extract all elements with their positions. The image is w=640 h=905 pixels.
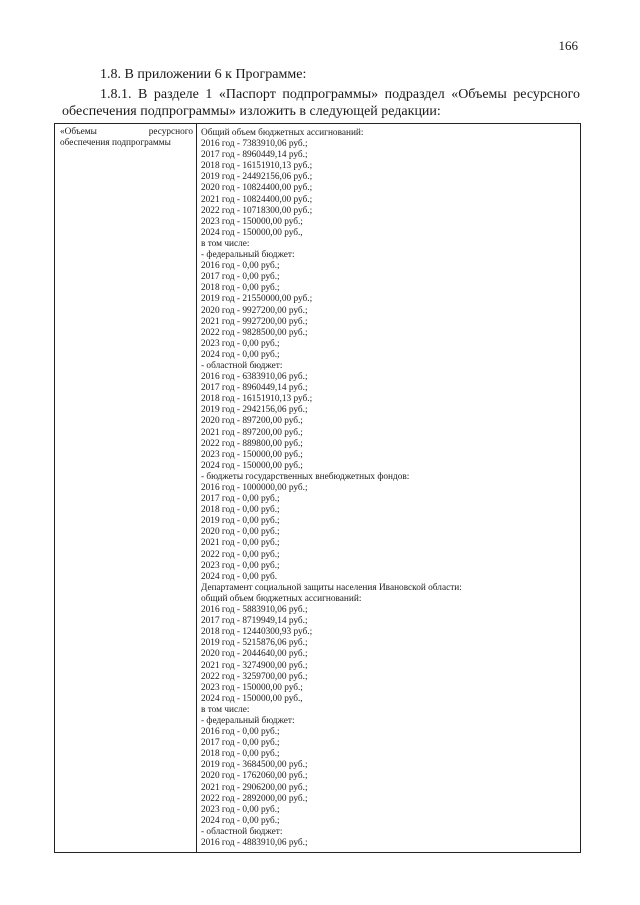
budget-line: 2024 год - 150000,00 руб.,	[201, 693, 303, 704]
budget-line: 2022 год - 3259700,00 руб.;	[201, 671, 308, 682]
budget-line: 2023 год - 0,00 руб.;	[201, 560, 280, 571]
budget-line: 2020 год - 9927200,00 руб.;	[201, 305, 308, 316]
budget-line: 2021 год - 0,00 руб.;	[201, 538, 280, 549]
budget-line: в том числе:	[201, 704, 250, 715]
table-left-cell	[55, 124, 197, 852]
budget-line: - федеральный бюджет:	[201, 715, 295, 726]
budget-line: 2022 год - 0,00 руб.;	[201, 549, 280, 560]
budget-line: 2023 год - 150000,00 руб.;	[201, 682, 303, 693]
budget-line: 2019 год - 2942156,06 руб.;	[201, 405, 308, 416]
budget-line: 2024 год - 0,00 руб.;	[201, 349, 280, 360]
budget-line: 2018 год - 16151910,13 руб.;	[201, 394, 313, 405]
budget-line: 2022 год - 889800,00 руб.;	[201, 438, 303, 449]
budget-line: 2020 год - 2044640,00 руб.;	[201, 649, 308, 660]
budget-line: 2019 год - 24492156,06 руб.;	[201, 172, 313, 183]
budget-line: общий объем бюджетных ассигнований:	[201, 593, 362, 604]
left-cell-label-line: обеспечения подпрограммы	[60, 138, 171, 148]
budget-line: 2018 год - 0,00 руб.;	[201, 283, 280, 294]
budget-line: 2023 год - 150000,00 руб.;	[201, 449, 303, 460]
left-cell-label-line: «Объемы ресурсного	[60, 127, 193, 137]
budget-line: 2024 год - 0,00 руб.;	[201, 815, 280, 826]
budget-line: 2020 год - 897200,00 руб.;	[201, 416, 303, 427]
subprogram-passport-table	[54, 123, 581, 853]
budget-line: 2017 год - 0,00 руб.;	[201, 738, 280, 749]
budget-line: 2023 год - 0,00 руб.;	[201, 338, 280, 349]
budget-line: 2022 год - 9828500,00 руб.;	[201, 327, 308, 338]
budget-line: - бюджеты государственных внебюджетных фондов:	[201, 471, 410, 482]
budget-line: 2022 год - 10718300,00 руб.;	[201, 205, 313, 216]
budget-line: 2024 год - 0,00 руб.	[201, 571, 278, 582]
budget-line: 2016 год - 5883910,06 руб.;	[201, 605, 308, 616]
budget-line: 2016 год - 4883910,06 руб.;	[201, 838, 308, 848]
budget-line: 2022 год - 2892000,00 руб.;	[201, 793, 308, 804]
budget-line: 2018 год - 12440300,93 руб.;	[201, 627, 313, 638]
budget-line: - федеральный бюджет:	[201, 250, 295, 261]
budget-line: 2017 год - 8960449,14 руб.;	[201, 383, 308, 394]
budget-line: 2023 год - 0,00 руб.;	[201, 804, 280, 815]
budget-line: 2017 год - 8719949,14 руб.;	[201, 616, 308, 627]
budget-line: 2017 год - 8960449,14 руб.;	[201, 150, 308, 161]
budget-line: 2024 год - 150000,00 руб.;	[201, 460, 303, 471]
budget-line: 2020 год - 10824400,00 руб.;	[201, 183, 313, 194]
budget-line: 2019 год - 21550000,00 руб.;	[201, 294, 313, 305]
budget-line: 2019 год - 0,00 руб.;	[201, 516, 280, 527]
budget-line: Общий объем бюджетных ассигнований:	[201, 128, 364, 138]
budget-line: 2017 год - 0,00 руб.;	[201, 272, 280, 283]
budget-line: 2018 год - 16151910,13 руб.;	[201, 161, 313, 172]
budget-line: 2018 год - 0,00 руб.;	[201, 749, 280, 760]
budget-line: - областной бюджет:	[201, 360, 283, 371]
budget-line: 2016 год - 6383910,06 руб.;	[201, 372, 308, 383]
budget-line: 2019 год - 5215876,06 руб.;	[201, 638, 308, 649]
page-number: 166	[558, 38, 578, 53]
budget-line: 2016 год - 0,00 руб.;	[201, 727, 280, 738]
budget-line: 2016 год - 0,00 руб.;	[201, 261, 280, 272]
budget-line: 2021 год - 10824400,00 руб.;	[201, 194, 313, 205]
budget-line: 2021 год - 3274900,00 руб.;	[201, 660, 308, 671]
budget-line: - областной бюджет:	[201, 826, 283, 837]
budget-line: 2018 год - 0,00 руб.;	[201, 505, 280, 516]
budget-line: 2017 год - 0,00 руб.;	[201, 494, 280, 505]
budget-line: 2016 год - 7383910,06 руб.;	[201, 139, 308, 150]
budget-line: 2024 год - 150000,00 руб.,	[201, 227, 303, 238]
amendment-paragraph: 1.8.1. В разделе 1 «Паспорт подпрограммы» подраздел «Объемы ресурсного обеспечения подпрограммы» изложить в следующей редакции:	[62, 87, 580, 119]
budget-line: 2016 год - 1000000,00 руб.;	[201, 483, 308, 493]
budget-line: Департамент социальной защиты населения Ивановской области:	[201, 582, 462, 593]
budget-line: 2023 год - 150000,00 руб.;	[201, 216, 303, 227]
table-right-cell	[197, 124, 580, 849]
budget-line: 2021 год - 2906200,00 руб.;	[201, 782, 308, 793]
left-cell-label	[55, 124, 196, 149]
budget-line: в том числе:	[201, 238, 250, 249]
section-heading: 1.8. В приложении 6 к Программе:	[100, 67, 307, 82]
budget-line: 2021 год - 9927200,00 руб.;	[201, 316, 308, 327]
budget-line: 2020 год - 1762060,00 руб.;	[201, 771, 308, 782]
budget-line: 2020 год - 0,00 руб.;	[201, 527, 280, 538]
budget-line: 2019 год - 3684500,00 руб.;	[201, 760, 308, 771]
budget-line: 2021 год - 897200,00 руб.;	[201, 427, 303, 438]
